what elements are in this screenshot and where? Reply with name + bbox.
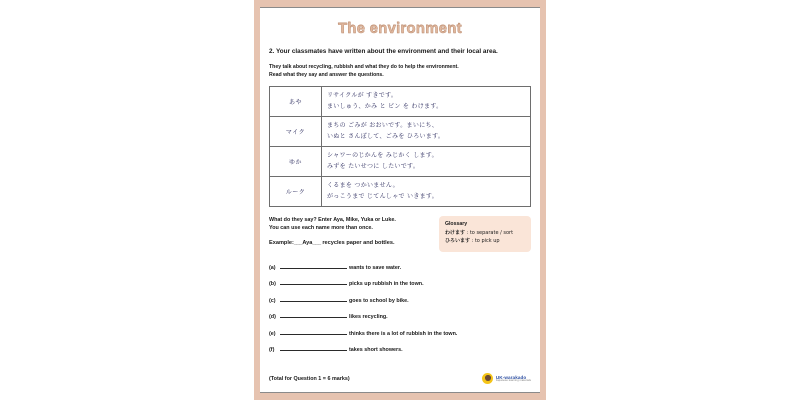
avatar-icon — [482, 373, 493, 384]
question-label: (e) — [269, 330, 276, 337]
brand-tagline: Japanese learning materials — [495, 378, 531, 382]
question-item-e — [269, 330, 531, 337]
question-label: (b) — [269, 281, 276, 288]
instruction-line-2: You can use each name more than once. — [269, 225, 373, 232]
speaker-name-aya: あや — [270, 87, 322, 117]
passage-line: がっこうまで じてんしゃで いきます。 — [327, 192, 439, 200]
question-text: thinks there is a lot of rubbish in the town. — [349, 330, 458, 337]
brand-logo — [482, 373, 531, 384]
japanese-passages-table — [269, 86, 531, 207]
passage-line: シャワーのじかんを みじかく します。 — [327, 152, 438, 160]
passage-mike — [322, 117, 531, 147]
passage-yuka — [322, 147, 531, 177]
question-item-a — [269, 264, 531, 271]
question-label: (f) — [269, 347, 275, 354]
intro-line-2: Read what they say and answer the questions. — [269, 71, 384, 78]
glossary-term: ひろいます — [444, 238, 470, 245]
instructions-block — [269, 216, 439, 246]
instructions-and-glossary — [269, 216, 531, 252]
worksheet-content — [260, 7, 540, 393]
glossary-box — [439, 216, 531, 252]
question-heading: 2. Your classmates have written about the environment and their local area. — [269, 48, 498, 55]
glossary-separator: : — [464, 230, 470, 237]
worksheet-footer — [269, 373, 531, 384]
glossary-meaning: to separate / sort — [469, 230, 514, 237]
answer-blank-e[interactable] — [280, 330, 347, 335]
passage-aya — [322, 87, 531, 117]
brand-text-block — [496, 375, 531, 383]
intro-line-1: They talk about recycling, rubbish and what they do to help the environment. — [269, 64, 459, 70]
example-prefix: Example: — [269, 240, 294, 247]
glossary-entry — [445, 229, 525, 237]
speaker-name-luke: ルーク — [270, 177, 322, 207]
table-row — [270, 147, 531, 177]
glossary-term: わけます — [444, 230, 465, 237]
example-text: recycles paper and bottles. — [322, 240, 395, 247]
table-row — [270, 87, 531, 117]
question-item-c — [269, 297, 531, 304]
question-text: wants to save water. — [349, 264, 402, 271]
question-text: takes short showers. — [349, 347, 403, 354]
glossary-title: Glossary — [444, 221, 468, 228]
passage-line: くるまを つかいません。 — [327, 182, 399, 190]
brand-name: UK-warakado — [495, 374, 527, 380]
intro-text — [269, 64, 531, 79]
example-blank-right: ___ — [312, 240, 321, 247]
question-item-b — [269, 280, 531, 287]
questions-list — [269, 264, 531, 354]
glossary-entry — [445, 237, 525, 245]
answer-blank-c[interactable] — [280, 297, 347, 302]
table-row — [270, 177, 531, 207]
question-label: (a) — [269, 264, 276, 271]
worksheet-page — [254, 0, 546, 400]
answer-blank-b[interactable] — [280, 280, 347, 285]
example-answer-line — [269, 240, 439, 246]
passage-line: リサイクルが すきです。 — [327, 92, 398, 100]
page-title-container — [269, 20, 531, 38]
question-text: likes recycling. — [349, 314, 388, 321]
question-item-d — [269, 313, 531, 320]
table-row — [270, 117, 531, 147]
avatar-face — [485, 375, 491, 381]
passage-line: まいしゅう、かみ と ビン を わけます。 — [327, 102, 443, 110]
question-text: picks up rubbish in the town. — [349, 281, 424, 288]
example-blank-left: ___ — [293, 240, 303, 247]
passage-line: みずを たいせつに したいです。 — [327, 162, 420, 170]
passage-line: まちの ごみが おおいです。まいにち、 — [327, 122, 439, 130]
question-item-f — [269, 346, 531, 353]
passage-line: いぬと さんぽして、ごみを ひろいます。 — [327, 132, 445, 140]
answer-blank-a[interactable] — [280, 264, 347, 269]
question-label: (d) — [269, 314, 276, 321]
speaker-name-mike: マイク — [270, 117, 322, 147]
question-label: (c) — [269, 297, 276, 304]
speaker-name-yuka: ゆか — [270, 147, 322, 177]
answer-blank-d[interactable] — [280, 313, 347, 318]
instruction-line-1: What do they say? Enter Aya, Mike, Yuka or Luke. — [269, 217, 396, 224]
total-marks-text: (Total for Question 1 = 6 marks) — [269, 375, 350, 382]
passage-luke — [322, 177, 531, 207]
question-text: goes to school by bike. — [349, 297, 409, 304]
example-answer: Aya — [302, 240, 313, 247]
glossary-meaning: to pick up — [474, 238, 500, 245]
page-title: The environment — [338, 20, 462, 37]
answer-blank-f[interactable] — [280, 346, 347, 351]
glossary-separator: : — [469, 238, 475, 245]
